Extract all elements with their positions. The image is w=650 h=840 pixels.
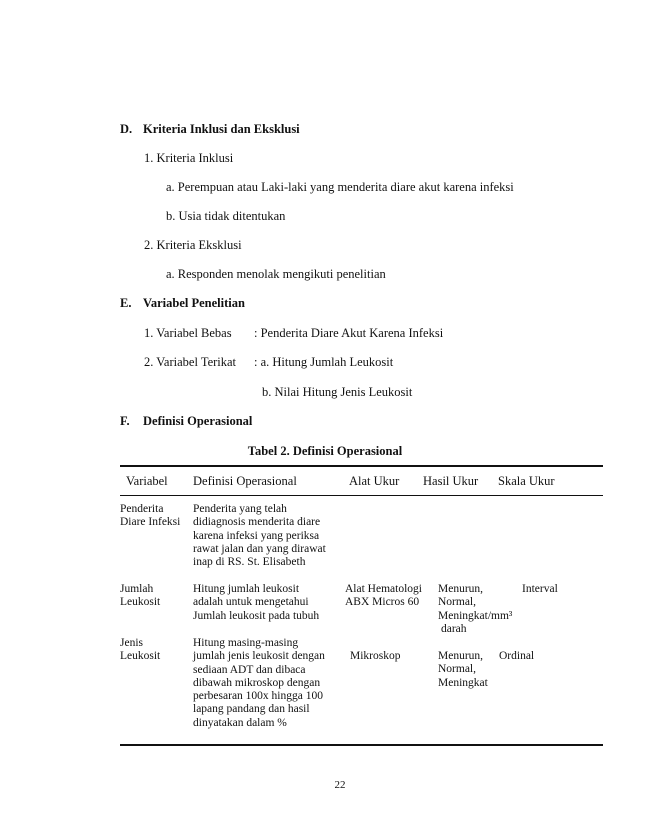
cell-hasil-ukur: Menurun, Normal, Meningkat (438, 650, 488, 689)
section-title: Definisi Operasional (143, 414, 253, 428)
table-top-rule (120, 465, 603, 467)
cell-skala-ukur: Ordinal (499, 650, 535, 662)
page-number: 22 (334, 779, 346, 791)
section-title: Variabel Penelitian (143, 296, 245, 310)
header-alat-ukur: Alat Ukur (349, 474, 400, 488)
section-letter: F. (120, 414, 130, 428)
inklusi-item-a: a. Perempuan atau Laki-laki yang menderita diare akut karena infeksi (166, 180, 514, 194)
cell-definisi: Hitung jumlah leukosit adalah untuk mengetahui Jumlah leukosit pada tubuh (193, 583, 320, 622)
cell-variabel: Jenis Leukosit (120, 637, 161, 663)
table-caption: Tabel 2. Definisi Operasional (247, 444, 403, 458)
header-skala-ukur: Skala Ukur (498, 474, 555, 488)
table-header-rule (120, 495, 603, 496)
cell-hasil-ukur: Menurun, Normal, Meningkat/mm³ darah (438, 583, 513, 635)
cell-definisi: Penderita yang telah didiagnosis menderita diare karena infeksi yang periksa rawat jalan dan yang dirawat inap di RS. St. Elisabeth (193, 503, 326, 569)
cell-skala-ukur: Interval (522, 583, 558, 595)
variabel-terikat-value-a: : a. Hitung Jumlah Leukosit (254, 355, 394, 369)
section-letter: E. (120, 296, 132, 310)
cell-variabel: Penderita Diare Infeksi (120, 503, 181, 529)
variabel-terikat-value-b: b. Nilai Hitung Jenis Leukosit (262, 385, 413, 399)
table-bottom-rule (120, 744, 603, 746)
section-title: Kriteria Inklusi dan Eksklusi (143, 122, 300, 136)
cell-alat-ukur: Mikroskop (350, 650, 401, 662)
cell-definisi: Hitung masing-masing jumlah jenis leukosit dengan sediaan ADT dan dibaca dibawah mikroskop dengan perbesaran 100x hingga 100 lapang pandang dan hasil dinyatakan dalam % (193, 637, 325, 729)
section-d-heading (120, 122, 420, 138)
variabel-terikat-label: 2. Variabel Terikat (144, 355, 237, 369)
header-hasil-ukur: Hasil Ukur (423, 474, 479, 488)
inklusi-item-b: b. Usia tidak ditentukan (166, 209, 286, 223)
variabel-bebas-value: : Penderita Diare Akut Karena Infeksi (254, 326, 444, 340)
section-e-heading (120, 296, 420, 312)
section-f-heading (120, 414, 420, 430)
cell-variabel: Jumlah Leukosit (120, 583, 161, 609)
section-letter: D. (120, 122, 133, 136)
inklusi-heading: 1. Kriteria Inklusi (144, 151, 234, 165)
variabel-bebas-label: 1. Variabel Bebas (144, 326, 232, 340)
header-variabel: Variabel (126, 474, 168, 488)
eksklusi-heading: 2. Kriteria Eksklusi (144, 238, 242, 252)
header-definisi: Definisi Operasional (193, 474, 297, 488)
eksklusi-item-a: a. Responden menolak mengikuti penelitian (166, 267, 386, 281)
cell-alat-ukur: Alat Hematologi ABX Micros 60 (345, 583, 422, 609)
